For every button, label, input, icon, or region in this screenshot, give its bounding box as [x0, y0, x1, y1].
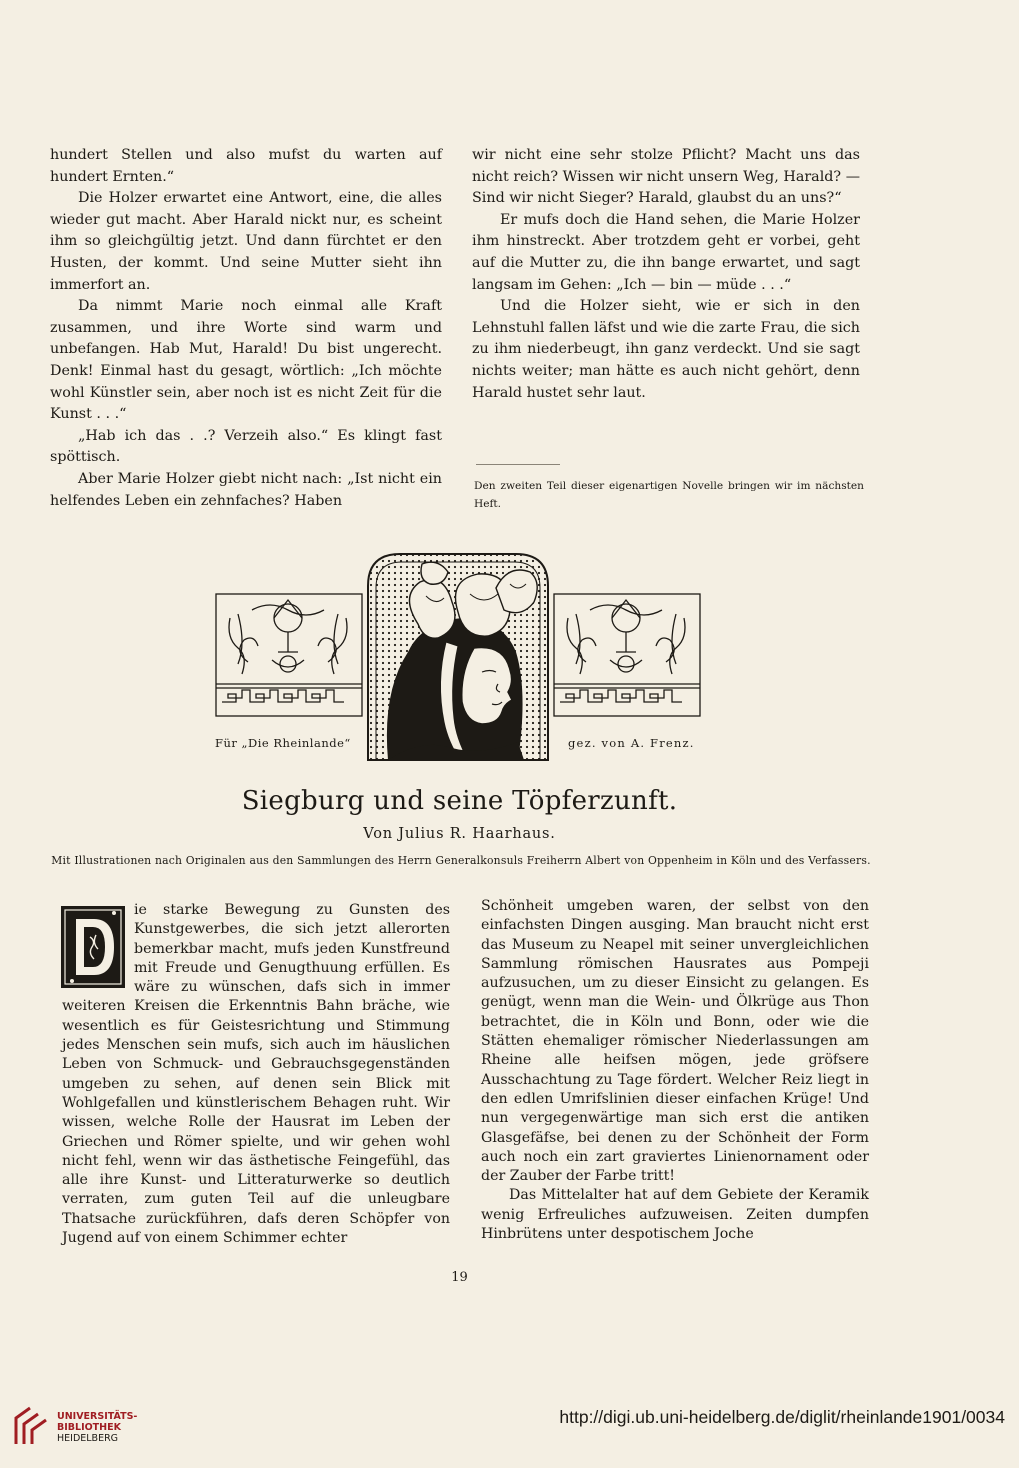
woman-portrait — [368, 554, 548, 760]
page-number: 19 — [451, 1270, 468, 1285]
story-paragraph: wir nicht eine sehr stolze Pflicht? Macht uns das nicht reich? Wissen wir nicht unsern Weg, Harald? — Sind wir nicht Sieger? Harald, glaubst du an uns?“ — [472, 147, 860, 207]
story-paragraph: Und die Holzer sieht, wie er sich in den Lehnstuhl fallen läfst und wie die zarte Frau, die sich zu ihm niederbeugt, ihn ganz verdeckt. Und sie sagt nichts weiter; man hätte es auch nicht gehört, denn Harald hustet sehr laut. — [472, 298, 860, 401]
story-paragraph: Die Holzer erwartet eine Antwort, eine, die alles wieder gut macht. Aber Harald nickt nur, es scheint ihm so gleichgültig jetzt. Und dann fürchtet er den Husten, der kommt. Und seine Mutter sieht ihn immerfort an. — [50, 190, 442, 293]
library-name-line: UNIVERSITÄTS- — [57, 1411, 138, 1422]
drop-cap-d-icon — [60, 905, 126, 989]
story-paragraph: Aber Marie Holzer giebt nicht nach: „Ist nicht ein helfendes Leben ein zehnfaches? Haben — [50, 470, 442, 509]
illustration-caption-right: gez. von A. Frenz. — [568, 736, 695, 750]
article-right-column — [481, 897, 869, 1244]
story-right-column — [472, 145, 860, 404]
source-url-link[interactable]: http://digi.ub.uni-heidelberg.de/diglit/rheinlande1901/0034 — [559, 1407, 1005, 1427]
illustration-caption-left: Für „Die Rheinlande“ — [215, 736, 351, 750]
article-author: Von Julius R. Haarhaus. — [363, 826, 556, 842]
library-name-line: HEIDELBERG — [57, 1433, 119, 1444]
story-paragraph: hundert Stellen und also mufst du warten auf hundert Ernten.“ — [50, 147, 442, 185]
library-name — [57, 1411, 137, 1444]
article-paragraph: ie starke Bewegung zu Gunsten des Kunstgewerbes, die sich jetzt allerorten bemerkbar macht, mufs jeden Kunstfreund mit Freude und Genugthuung erfüllen. Es wäre zu wünschen, dafs sich in immer weiteren Kreisen die Erkenntnis Bahn bräche, wie wesentlich es für Geistesrichtung und Stimmung jedes Menschen sein mufs, sich auch im häuslichen Leben von Schmuck- und Gebrauchsgegenständen umgeben zu sehen, auf denen sein Blick mit Wohlgefallen und künstlerischem Behagen ruht. Wir wissen, welche Rolle der Hausrat im Leben der Griechen und Römer spielte, und wir gehen wohl nicht fehl, wenn wir das ästhetische Feingefühl, das alle ihre Kunst- und Litteraturwerke so deutlich verraten, zum guten Teil auf die unleugbare Thatsache zurückführen, dafs deren Schöpfer von Jugend auf von einem Schimmer echter — [62, 902, 450, 1247]
library-name-line: BIBLIOTHEK — [57, 1422, 121, 1433]
story-paragraph: Er mufs doch die Hand sehen, die Marie Holzer ihm hinstreckt. Aber trotzdem geht er vorbei, geht auf die Mutter zu, die ihn bange erwartet, und sagt langsam im Gehen: „Ich — bin — müde . . .“ — [472, 211, 860, 293]
footnote-divider — [476, 464, 560, 465]
article-paragraph: Das Mittelalter hat auf dem Gebiete der Keramik wenig Erfreuliches aufzuweisen. Zeiten dumpfen Hinbrütens unter despotischem Joche — [481, 1187, 869, 1243]
article-paragraph: Schönheit umgeben waren, der selbst von den einfachsten Dingen ausging. Man braucht nicht erst das Museum zu Neapel mit seiner unvergleichlichen Sammlung römischen Hausrates aus Pompeji aufzusuchen, um zu dieser Einsicht zu gelangen. Es genügt, wenn man die Wein- und Ölkrüge aus Thon betrachtet, die in Köln und Bonn, oder wie die Stätten ehemaliger römischer Niederlassungen am Rheine alle heifsen mögen, jede gröfsere Ausschachtung zu Tage fördert. Welcher Reiz liegt in den edlen Umrifslinien dieser einfachen Krüge! Und nun vergegenwärtige man sich erst die antiken Glasgefäfse, bei denen zu der Schönheit der Form auch noch ein zart graviertes Linienornament oder der Zauber der Farbe tritt! — [481, 898, 869, 1185]
right-ornament-panel — [554, 594, 700, 716]
article-left-column — [62, 901, 450, 1248]
article-title: Siegburg und seine Töpferzunft. — [241, 786, 678, 816]
left-ornament-panel — [216, 594, 362, 716]
story-left-column — [50, 145, 442, 512]
story-paragraph: „Hab ich das . .? Verzeih also.“ Es klingt fast spöttisch. — [50, 427, 442, 466]
footnote: Den zweiten Teil dieser eigenartigen Novelle bringen wir im nächsten Heft. — [474, 480, 864, 510]
art-nouveau-vignette — [212, 552, 704, 762]
article-credit: Mit Illustrationen nach Originalen aus den Sammlungen des Herrn Generalkonsuls Freiherrn Albert von Oppenheim in Köln und des Verfassers. — [51, 854, 871, 867]
story-paragraph: Da nimmt Marie noch einmal alle Kraft zusammen, und ihre Worte sind warm und unbefangen. Hab Mut, Harald! Du bist ungerecht. Denk! Einmal hast du gesagt, wörtlich: „Ich möchte wohl Künstler sein, aber noch ist es nicht Zeit für die Kunst . . .“ — [50, 298, 442, 423]
library-logo-icon — [12, 1404, 50, 1448]
